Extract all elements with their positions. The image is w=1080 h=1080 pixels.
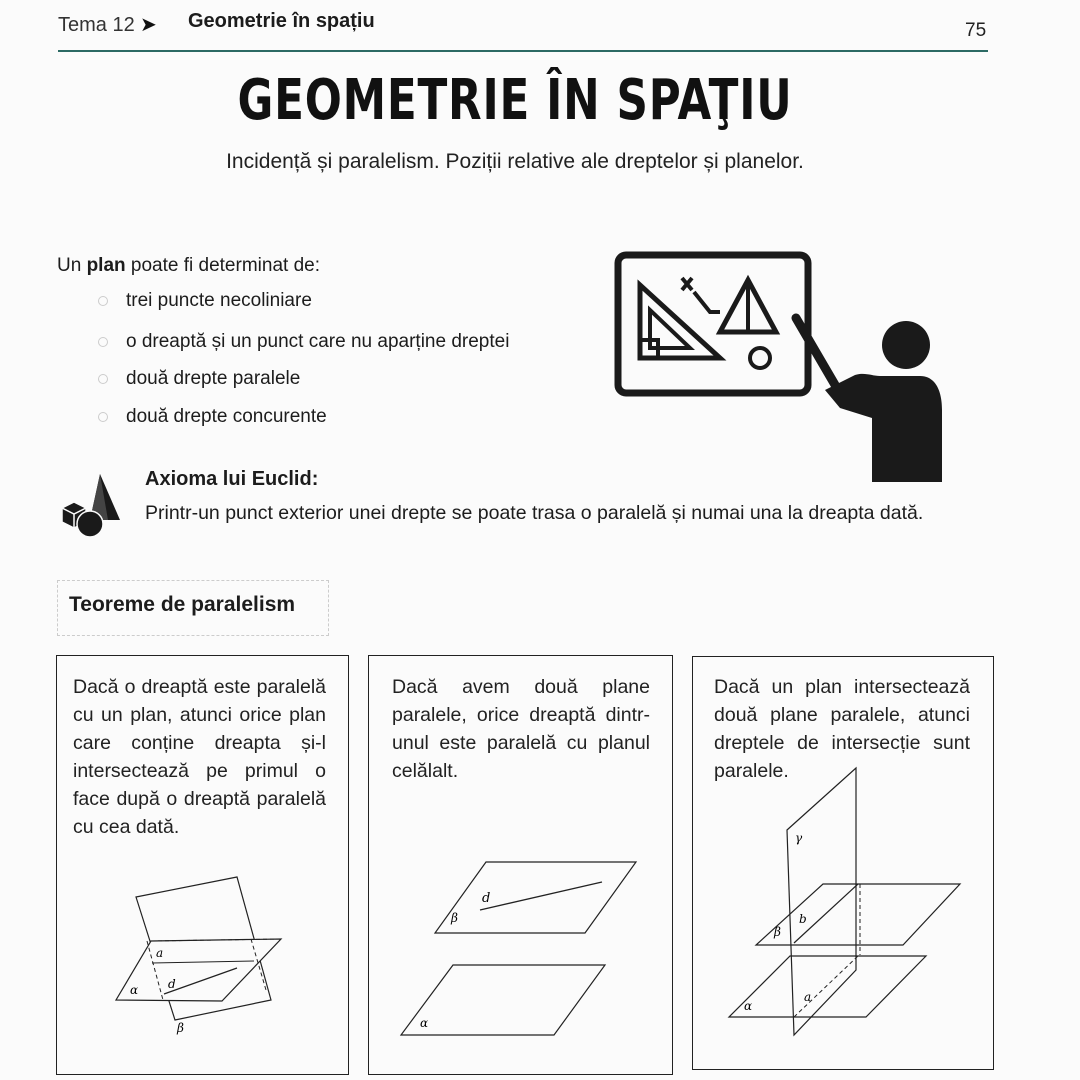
theorem-2-text: Dacă avem două plane paralele, orice dreaptă dintr-unul este paralelă cu planul celălalt.	[392, 676, 650, 782]
label-alpha: α	[130, 983, 139, 997]
label-alpha: α	[744, 999, 753, 1013]
label-b: b	[799, 912, 807, 926]
header-topic: Geometrie în spațiu	[188, 10, 375, 32]
list-item	[98, 406, 327, 428]
axiom-title: Axioma lui Euclid:	[145, 468, 319, 490]
list-item	[98, 331, 509, 353]
page-number: 75	[965, 20, 987, 41]
list-item	[98, 368, 300, 390]
plan-intro-bold: plan	[86, 255, 126, 276]
list-item	[98, 290, 312, 312]
list-item-text: trei puncte necoliniare	[126, 290, 312, 311]
teacher-board-icon	[610, 250, 950, 485]
axiom-text: Printr-un punct exterior unei drepte se poate trasa o paralelă și numai una la dreapta dată.	[145, 502, 924, 524]
label-beta: β	[177, 1021, 184, 1035]
label-beta: β	[451, 911, 458, 925]
section-title: Teoreme de paralelism	[69, 593, 296, 616]
plan-intro-prefix: Un	[57, 255, 87, 276]
theorem-3-text: Dacă un plan intersectează două plane paralele, atunci dreptele de intersecție sunt paralele.	[714, 676, 970, 782]
plan-intro	[57, 255, 320, 277]
label-a: a	[156, 946, 164, 960]
label-d: d	[168, 977, 176, 991]
page-title: GEOMETRIE ÎN SPAŢIU	[237, 68, 793, 133]
circle-bullet-icon	[98, 374, 108, 384]
theorem-2-diagram	[368, 850, 673, 1050]
circle-bullet-icon	[98, 412, 108, 422]
geometric-shapes-icon	[58, 470, 126, 540]
header-divider	[58, 50, 988, 52]
label-a: a	[804, 990, 812, 1004]
header-arrow-icon: ➤	[140, 14, 157, 36]
label-gamma: γ	[795, 831, 803, 845]
label-alpha: α	[420, 1016, 429, 1030]
plan-intro-suffix: poate fi determinat de:	[125, 255, 320, 276]
list-item-text: o dreaptă și un punct care nu aparține dreptei	[126, 331, 510, 352]
label-beta: β	[774, 925, 781, 939]
circle-bullet-icon	[98, 337, 108, 347]
theorem-3-diagram	[692, 760, 994, 1050]
list-item-text: două drepte paralele	[126, 368, 301, 389]
label-d: d	[482, 891, 491, 906]
header-tema: Tema 12	[58, 14, 135, 36]
list-item-text: două drepte concurente	[126, 406, 327, 427]
page-subtitle: Incidență și paralelism. Poziții relative ale dreptelor și planelor.	[226, 150, 804, 173]
theorem-1-text: Dacă o dreaptă este paralelă cu un plan, atunci orice plan care conține dreapta și-l intersectează pe primul o face după o dreaptă paralelă cu cea dată.	[73, 676, 326, 838]
circle-bullet-icon	[98, 296, 108, 306]
theorem-1-diagram	[56, 860, 349, 1060]
